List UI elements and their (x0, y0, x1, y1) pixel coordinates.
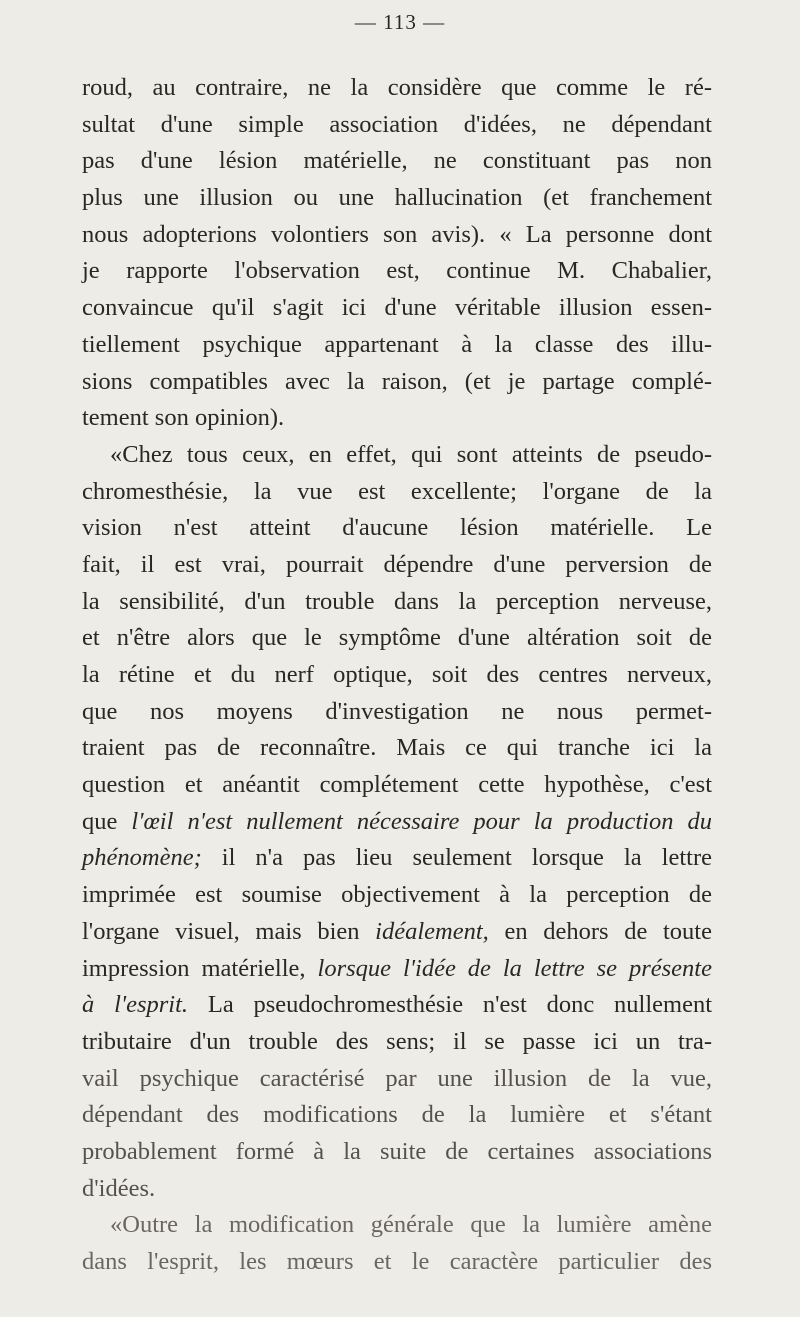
text-line: traient pas de reconnaître. Mais ce qui tranche ici la (82, 734, 712, 762)
text-line: je rapporte l'observation est, continue M. Chabalier, (82, 257, 712, 285)
text-line: la sensibilité, d'un trouble dans la perception nerveuse, (82, 587, 712, 615)
text-line: sultat d'une simple association d'idées, ne dépendant (82, 110, 712, 138)
text-line: sions compatibles avec la raison, (et je partage complé- (82, 367, 712, 395)
text-line: tiellement psychique appartenant à la classe des illu- (82, 330, 712, 358)
text-line: phénomène; il n'a pas lieu seulement lorsque la lettre (82, 844, 712, 872)
text-line: vision n'est atteint d'aucune lésion matérielle. Le (82, 514, 712, 542)
text-line: probablement formé à la suite de certaines associations (82, 1137, 712, 1165)
text-line: impression matérielle, lorsque l'idée de la lettre se présente (82, 954, 712, 982)
text-line: tributaire d'un trouble des sens; il se passe ici un tra- (82, 1027, 712, 1055)
text-line: et n'être alors que le symptôme d'une altération soit de (82, 624, 712, 652)
text-line: roud, au contraire, ne la considère que comme le ré- (82, 74, 712, 101)
text-line: que nos moyens d'investigation ne nous permet- (82, 697, 712, 725)
text-line: plus une illusion ou une hallucination (et franchement (82, 184, 712, 212)
text-line: d'idées. (82, 1174, 156, 1202)
text-line: pas d'une lésion matérielle, ne constituant pas non (82, 147, 712, 175)
text-line: imprimée est soumise objectivement à la perception de (82, 881, 712, 909)
text-line: vail psychique caractérisé par une illusion de la vue, (82, 1064, 712, 1092)
text-line: «Outre la modification générale que la lumière amène (110, 1211, 712, 1239)
text-line: l'organe visuel, mais bien idéalement, en dehors de toute (82, 917, 712, 945)
text-line: dans l'esprit, les mœurs et le caractère particulier des (82, 1248, 712, 1275)
text-line: question et anéantit complétement cette hypothèse, c'est (82, 771, 712, 799)
text-line: chromesthésie, la vue est excellente; l'organe de la (82, 477, 712, 505)
text-line: la rétine et du nerf optique, soit des centres nerveux, (82, 661, 712, 688)
text-line: nous adopterions volontiers son avis). « La personne dont (82, 220, 712, 248)
text-line: à l'esprit. La pseudochromesthésie n'est donc nullement (82, 991, 712, 1019)
text-line: que l'œil n'est nullement nécessaire pour la production du (82, 807, 712, 835)
text-line: «Chez tous ceux, en effet, qui sont atteints de pseudo- (110, 440, 712, 468)
text-line: tement son opinion). (82, 404, 285, 432)
page-number: — 113 — (354, 10, 446, 34)
text-line: fait, il est vrai, pourrait dépendre d'une perversion de (82, 550, 712, 578)
text-line: convaincue qu'il s'agit ici d'une véritable illusion essen- (82, 294, 712, 322)
text-line: dépendant des modifications de la lumière et s'étant (82, 1101, 712, 1129)
body-text (82, 70, 712, 1281)
